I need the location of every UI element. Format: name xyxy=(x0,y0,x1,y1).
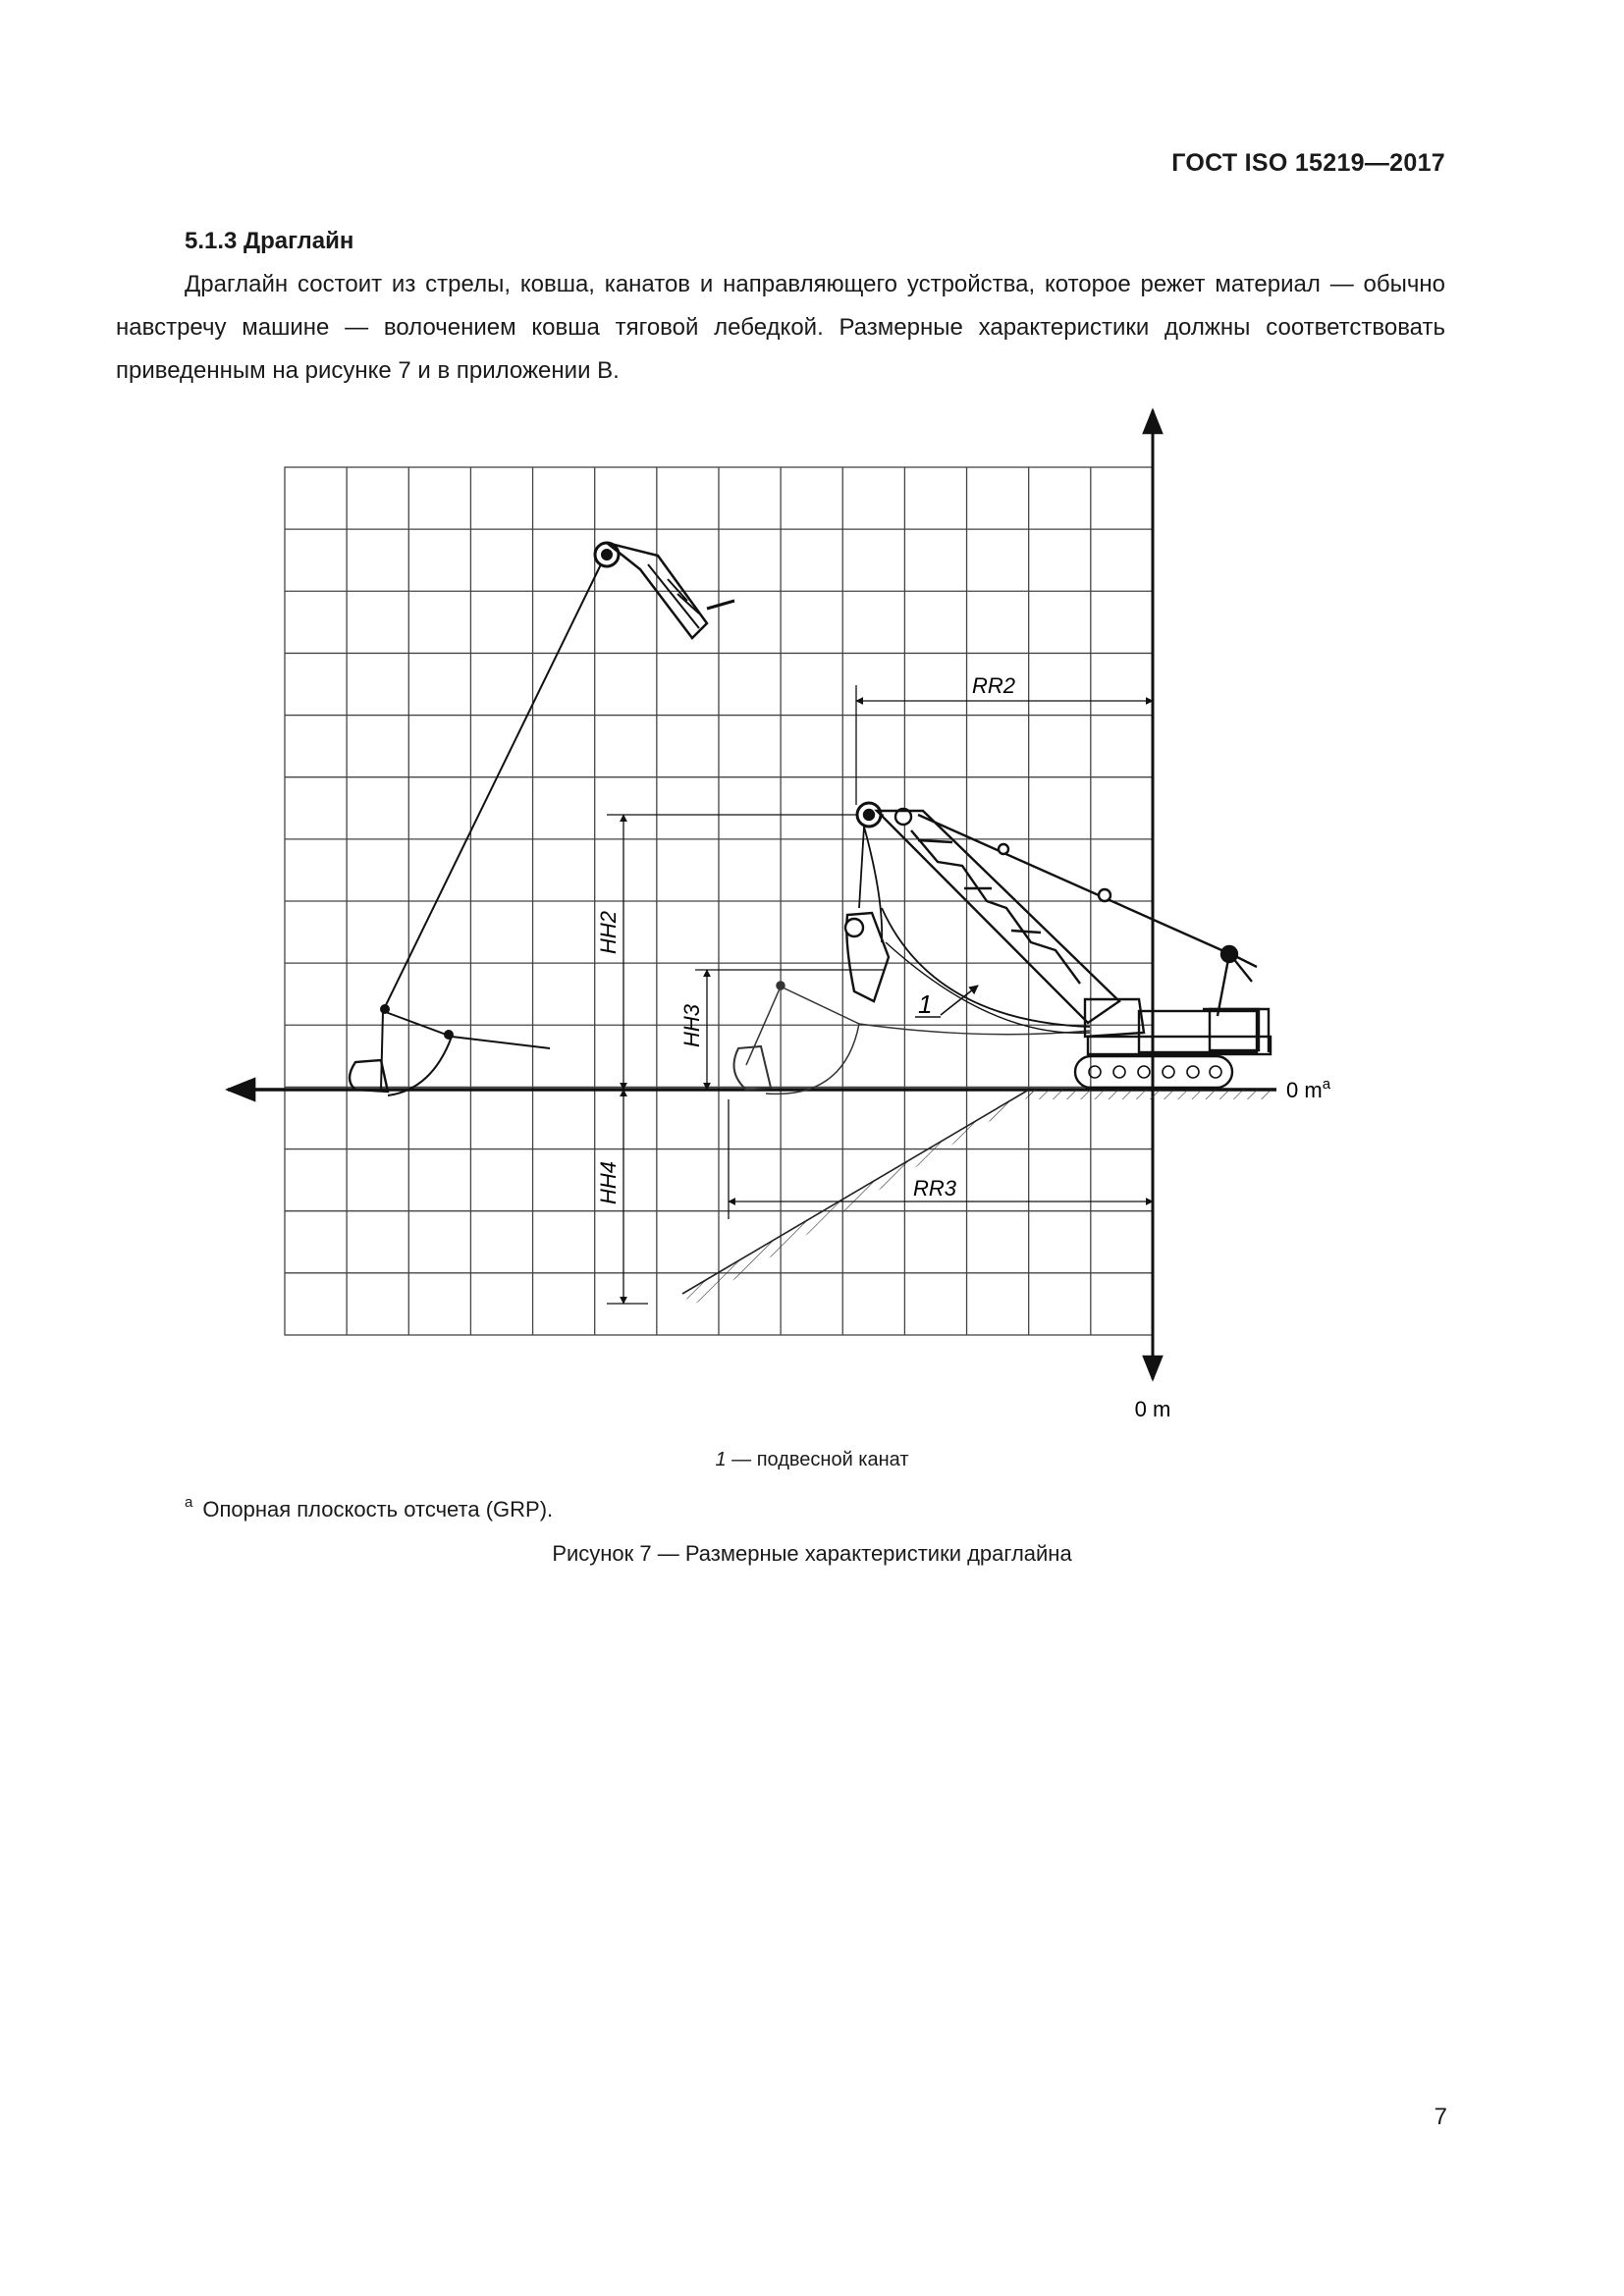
hh3-label: HH3 xyxy=(679,1003,704,1048)
page-number: 7 xyxy=(1434,2104,1447,2130)
rr2-dimension xyxy=(856,673,1153,805)
hh4-label: HH4 xyxy=(596,1160,621,1205)
bucket-far-left xyxy=(350,1005,550,1095)
dragline-machine xyxy=(845,803,1271,1088)
footnote-mark: a xyxy=(185,1494,193,1511)
ground-zero-label: 0 $m^a$ xyxy=(1286,1076,1331,1102)
legend-text: — подвесной канат xyxy=(726,1449,909,1470)
hh2-label: HH2 xyxy=(596,910,621,955)
figure-caption: Рисунок 7 — Размерные характеристики драглайна xyxy=(552,1541,1072,1566)
section-title: 5.1.3 Драглайн xyxy=(185,228,354,254)
bucket-mid xyxy=(734,982,1091,1094)
vertical-zero-label: 0 m xyxy=(1134,1397,1171,1421)
callout-1-label: 1 xyxy=(918,989,933,1019)
footnote-text: Опорная плоскость отсчета (GRP). xyxy=(202,1497,554,1522)
rr3-dimension xyxy=(729,1099,1153,1219)
document-header: ГОСТ ISO 15219—2017 xyxy=(1171,149,1445,177)
legend-number: 1 xyxy=(715,1449,727,1470)
hh2-hh4-dimension xyxy=(596,815,884,1304)
figure-legend xyxy=(0,1449,1624,1471)
rr2-label: RR2 xyxy=(971,673,1016,698)
grid xyxy=(285,467,1153,1335)
figure-footnote xyxy=(185,1494,553,1522)
rr3-label: RR3 xyxy=(912,1176,957,1201)
section-paragraph-text: Драглайн состоит из стрелы, ковша, канатов и направляющего устройства, которое режет материал — обычно навстречу машине — волочением ковша тяговой лебедкой. Размерные характеристики должны соответствовать приведенным на рисунке 7 и в приложении В. xyxy=(116,271,1445,384)
